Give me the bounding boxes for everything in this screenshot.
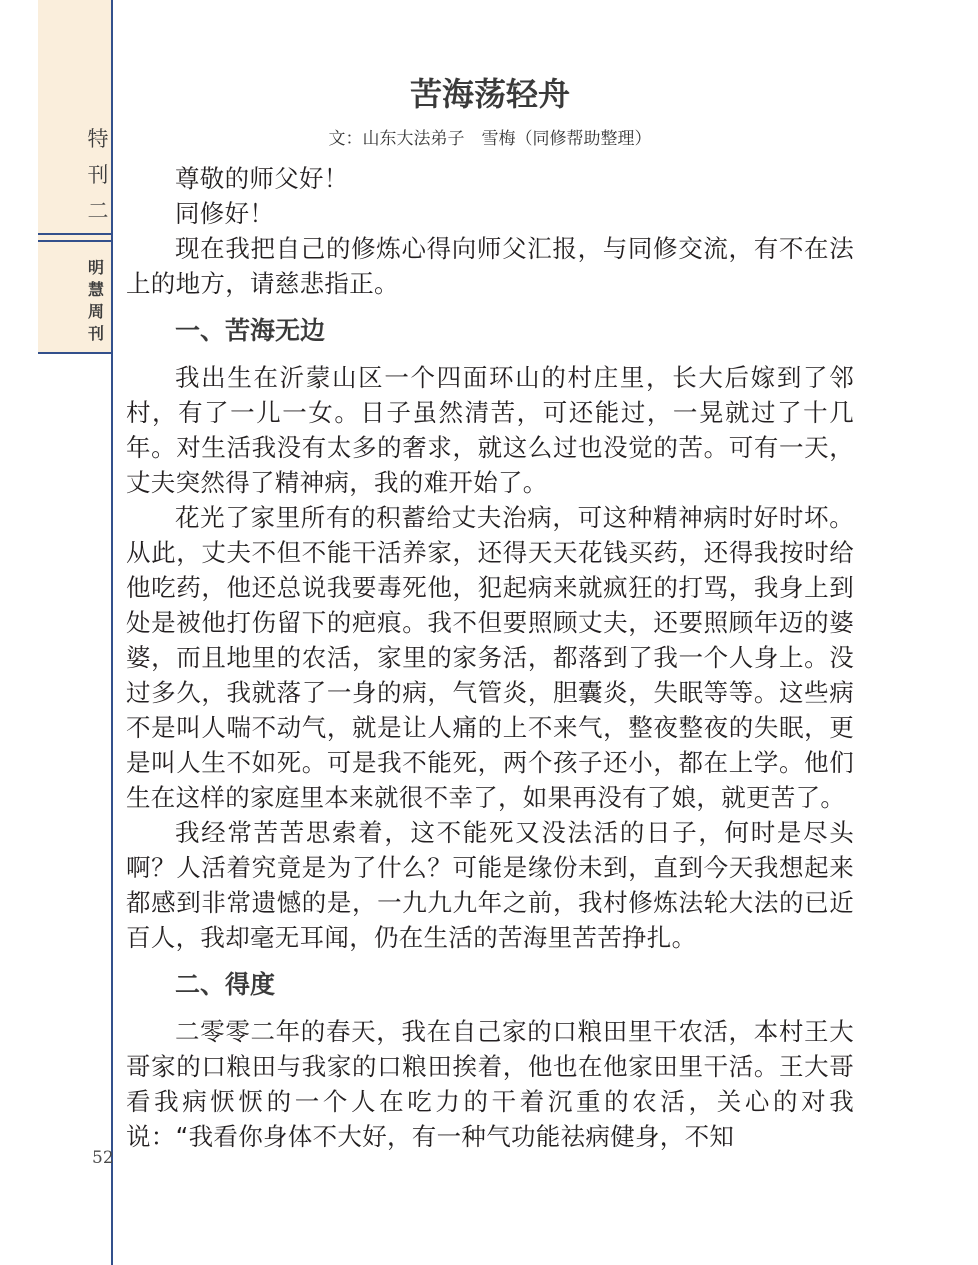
sidebar-divider-top bbox=[38, 233, 111, 235]
periodical-name-char: 刊 bbox=[87, 324, 104, 343]
article-body bbox=[126, 161, 854, 1154]
section-heading: 二、得度 bbox=[175, 970, 276, 999]
special-issue-char: 刊 bbox=[87, 163, 109, 187]
body-paragraph: 花光了家里所有的积蓄给丈夫治病，可这种精神病时好时坏。从此，丈夫不但不能干活养家，还得天天花钱买药，还得我按时给他吃药，他还总说我要毒死他，犯起病来就疯狂的打骂，我身上到处是被他打伤留下的疤痕。我不但要照顾丈夫，还要照顾年迈的婆婆，而且地里的农活，家里的家务活，都落到了我一个人身上。没过多久，我就落了一身的病，气管炎，胆囊炎，失眠等等。这些病不是叫人喘不动气，就是让人痛的上不来气，整夜整夜的失眠，更是叫人生不如死。可是我不能死，两个孩子还小，都在上学。他们生在这样的家庭里本来就很不幸了，如果再没有了娘，就更苦了。 bbox=[126, 503, 854, 812]
greeting-master: 尊敬的师父好！ bbox=[175, 164, 349, 193]
periodical-name-char: 周 bbox=[87, 302, 104, 321]
article-byline: 文：山东大法弟子 雪梅（同修帮助整理） bbox=[328, 129, 652, 149]
article-title: 苦海荡轻舟 bbox=[409, 75, 570, 113]
section-heading: 一、苦海无边 bbox=[175, 316, 326, 345]
body-paragraph: 我出生在沂蒙山区一个四面环山的村庄里，长大后嫁到了邻村，有了一儿一女。日子虽然清苦，可还能过，一晃就过了十几年。对生活我没有太多的奢求，就这么过也没觉的苦。可有一天，丈夫突然得了精神病，我的难开始了。 bbox=[126, 363, 854, 497]
special-issue-char: 二 bbox=[87, 199, 109, 223]
periodical-name-char: 明 bbox=[87, 258, 104, 277]
periodical-name-char: 慧 bbox=[87, 280, 104, 299]
spine-line bbox=[111, 0, 113, 1265]
sidebar-divider-bottom bbox=[38, 240, 111, 242]
special-issue-char: 特 bbox=[87, 127, 109, 151]
greeting-fellow: 同修好！ bbox=[175, 199, 275, 228]
body-paragraph: 二零零二年的春天，我在自己家的口粮田里干农活，本村王大哥家的口粮田与我家的口粮田挨着，他也在他家田里干活。王大哥看我病恹恹的一个人在吃力的干着沉重的农活，关心的对我说：“我看你身体不大好，有一种气功能祛病健身，不知 bbox=[126, 1017, 854, 1151]
body-paragraph: 我经常苦苦思索着，这不能死又没法活的日子，何时是尽头啊？人活着究竟是为了什么？可能是缘份未到，直到今天我想起来都感到非常遗憾的是，一九九九年之前，我村修炼法轮大法的已近百人，我却毫无耳闻，仍在生活的苦海里苦苦挣扎。 bbox=[126, 818, 854, 952]
page-number: 52 bbox=[92, 1148, 114, 1168]
intro-paragraph: 现在我把自己的修炼心得向师父汇报，与同修交流，有不在法上的地方，请慈悲指正。 bbox=[126, 234, 854, 298]
